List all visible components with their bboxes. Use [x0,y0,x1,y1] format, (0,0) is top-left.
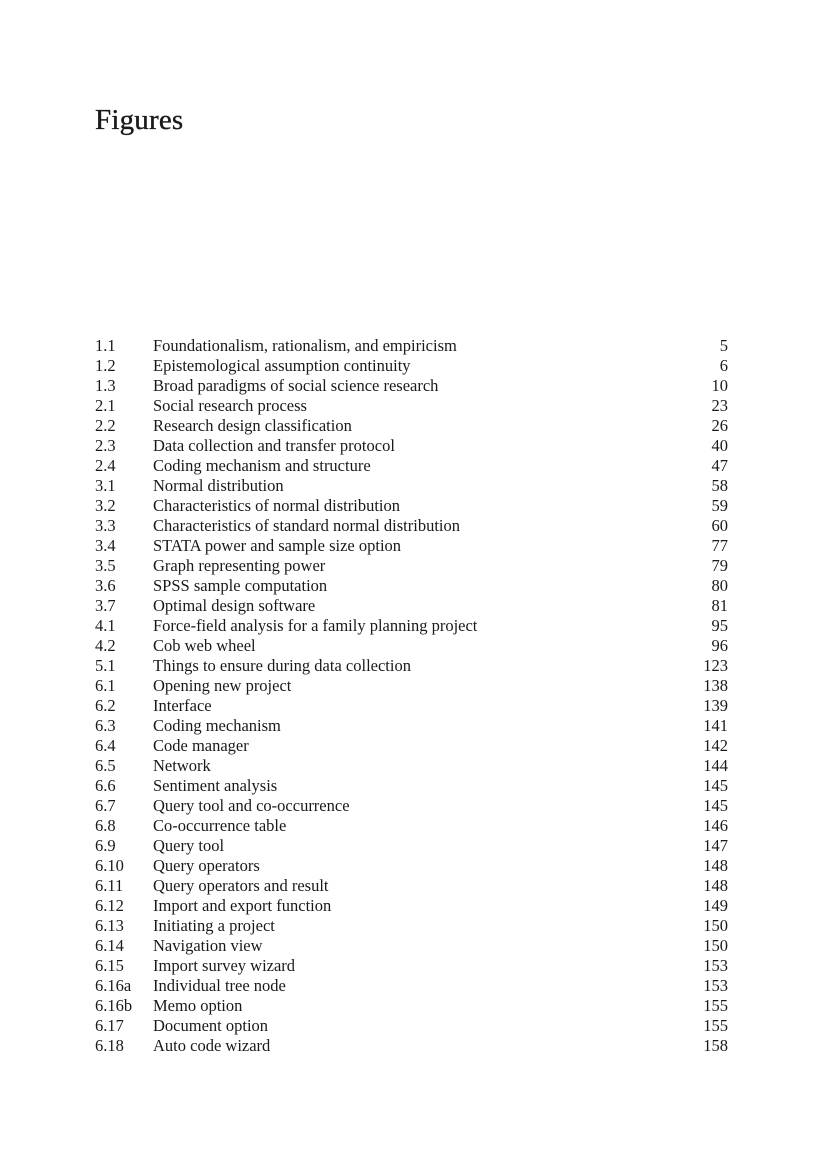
figure-number: 3.3 [95,516,116,535]
figure-title: Navigation view [153,936,263,955]
figure-page-number: 123 [703,656,728,675]
figure-entry [95,516,728,536]
figure-entry [95,336,728,356]
figure-number: 3.5 [95,556,116,575]
figure-number: 6.2 [95,696,116,715]
figure-title: Query operators [153,856,260,875]
figure-page-number: 145 [703,776,728,795]
figure-entry [95,396,728,416]
figure-page-number: 26 [711,416,728,435]
figure-title: Coding mechanism [153,716,281,735]
figure-page-number: 148 [703,876,728,895]
figure-title: Things to ensure during data collection [153,656,411,675]
figure-entry [95,816,728,836]
figure-page-number: 149 [703,896,728,915]
figure-title: Research design classification [153,416,352,435]
figure-number: 6.18 [95,1036,124,1055]
figure-number: 6.17 [95,1016,124,1035]
figure-number: 3.2 [95,496,116,515]
figure-title: Individual tree node [153,976,286,995]
figure-page-number: 148 [703,856,728,875]
figure-number: 6.11 [95,876,124,895]
figure-title: Import survey wizard [153,956,296,975]
figure-title: Network [153,756,211,775]
figure-entry [95,496,728,516]
figure-number: 1.2 [95,356,116,375]
figure-page-number: 95 [711,616,728,635]
figure-entry [95,876,728,896]
figure-entry [95,356,728,376]
figure-page-number: 79 [711,556,728,575]
figure-title: Initiating a project [153,916,275,935]
figure-page-number: 60 [711,516,728,535]
figure-title: Auto code wizard [153,1036,271,1055]
figure-page-number: 158 [703,1036,728,1055]
figure-page-number: 6 [719,356,728,375]
figure-number: 6.12 [95,896,124,915]
figure-entry [95,696,728,716]
figure-page-number: 138 [703,676,728,695]
figure-title: Coding mechanism and structure [153,456,371,475]
figure-page-number: 155 [703,996,728,1015]
figure-number: 3.4 [95,536,116,555]
figure-title: Characteristics of normal distribution [153,496,400,515]
figure-entry [95,1036,728,1056]
figure-title: SPSS sample computation [153,576,328,595]
figure-page-number: 146 [703,816,728,835]
figure-entry [95,536,728,556]
figure-entry [95,376,728,396]
figure-title: Code manager [153,736,249,755]
figure-page-number: 58 [711,476,728,495]
figure-number: 6.15 [95,956,124,975]
figure-entry [95,916,728,936]
figure-number: 6.10 [95,856,124,875]
figure-title: Cob web wheel [153,636,256,655]
figure-entry [95,796,728,816]
figure-number: 2.4 [95,456,116,475]
page-title: Figures [95,104,184,136]
figure-entry [95,456,728,476]
figure-title: Query tool and co-occurrence [153,796,350,815]
figure-number: 4.1 [95,616,116,635]
figure-title: Co-occurrence table [153,816,287,835]
figure-entry [95,856,728,876]
figure-entry [95,716,728,736]
figure-page-number: 153 [703,976,728,995]
figure-page-number: 150 [703,936,728,955]
figure-number: 6.13 [95,916,124,935]
figure-title: Sentiment analysis [153,776,278,795]
figure-number: 6.3 [95,716,116,735]
figure-number: 2.2 [95,416,116,435]
figure-list [95,336,728,1056]
figure-entry [95,776,728,796]
figure-title: Data collection and transfer protocol [153,436,395,455]
figure-number: 6.9 [95,836,116,855]
figure-title: Memo option [153,996,243,1015]
figure-entry [95,996,728,1016]
figure-number: 6.16b [95,996,133,1015]
figure-entry [95,476,728,496]
figure-title: Normal distribution [153,476,284,495]
figure-page-number: 80 [711,576,728,595]
figure-entry [95,896,728,916]
figure-entry [95,936,728,956]
figure-number: 2.1 [95,396,116,415]
figure-entry [95,656,728,676]
figure-number: 6.8 [95,816,116,835]
figure-title: STATA power and sample size option [153,536,402,555]
figure-page-number: 47 [711,456,728,475]
figure-page-number: 5 [719,336,728,355]
figure-number: 6.16a [95,976,132,995]
figure-title: Document option [153,1016,269,1035]
figure-page-number: 155 [703,1016,728,1035]
figure-title: Import and export function [153,896,332,915]
figure-page-number: 139 [703,696,728,715]
figure-title: Characteristics of standard normal distribution [153,516,461,535]
figure-page-number: 142 [703,736,728,755]
figure-number: 3.7 [95,596,116,615]
figure-page-number: 10 [711,376,728,395]
figure-page-number: 96 [711,636,728,655]
figure-title: Query operators and result [153,876,329,895]
figure-entry [95,636,728,656]
figure-entry [95,616,728,636]
figure-entry [95,1016,728,1036]
figure-number: 1.1 [95,336,116,355]
figure-entry [95,556,728,576]
figure-title: Social research process [153,396,307,415]
figure-title: Force-field analysis for a family planning project [153,616,478,635]
figure-number: 6.14 [95,936,124,955]
figure-page-number: 141 [703,716,728,735]
figure-entry [95,756,728,776]
figure-number: 5.1 [95,656,116,675]
figure-title: Opening new project [153,676,292,695]
figure-number: 2.3 [95,436,116,455]
figure-number: 6.5 [95,756,116,775]
figure-number: 6.7 [95,796,116,815]
figure-entry [95,976,728,996]
figure-page-number: 147 [703,836,728,855]
figure-title: Interface [153,696,212,715]
figure-number: 6.6 [95,776,116,795]
figure-title: Epistemological assumption continuity [153,356,411,375]
figure-title: Optimal design software [153,596,316,615]
figure-number: 6.1 [95,676,116,695]
figure-entry [95,576,728,596]
figure-page-number: 145 [703,796,728,815]
figure-page-number: 23 [711,396,728,415]
figure-title: Broad paradigms of social science research [153,376,439,395]
figure-page-number: 153 [703,956,728,975]
figure-number: 3.6 [95,576,116,595]
figure-page-number: 40 [711,436,728,455]
figure-entry [95,676,728,696]
figure-page-number: 144 [703,756,728,775]
figure-page-number: 77 [711,536,728,555]
figure-entry [95,956,728,976]
figure-title: Foundationalism, rationalism, and empiricism [153,336,457,355]
figure-number: 4.2 [95,636,116,655]
figure-number: 3.1 [95,476,116,495]
figure-entry [95,736,728,756]
figure-entry [95,436,728,456]
figure-page-number: 81 [711,596,728,615]
figure-entry [95,836,728,856]
figure-entry [95,416,728,436]
figure-number: 6.4 [95,736,116,755]
figure-title: Query tool [153,836,225,855]
figure-entry [95,596,728,616]
figure-number: 1.3 [95,376,116,395]
figure-title: Graph representing power [153,556,326,575]
figure-page-number: 59 [711,496,728,515]
figure-page-number: 150 [703,916,728,935]
